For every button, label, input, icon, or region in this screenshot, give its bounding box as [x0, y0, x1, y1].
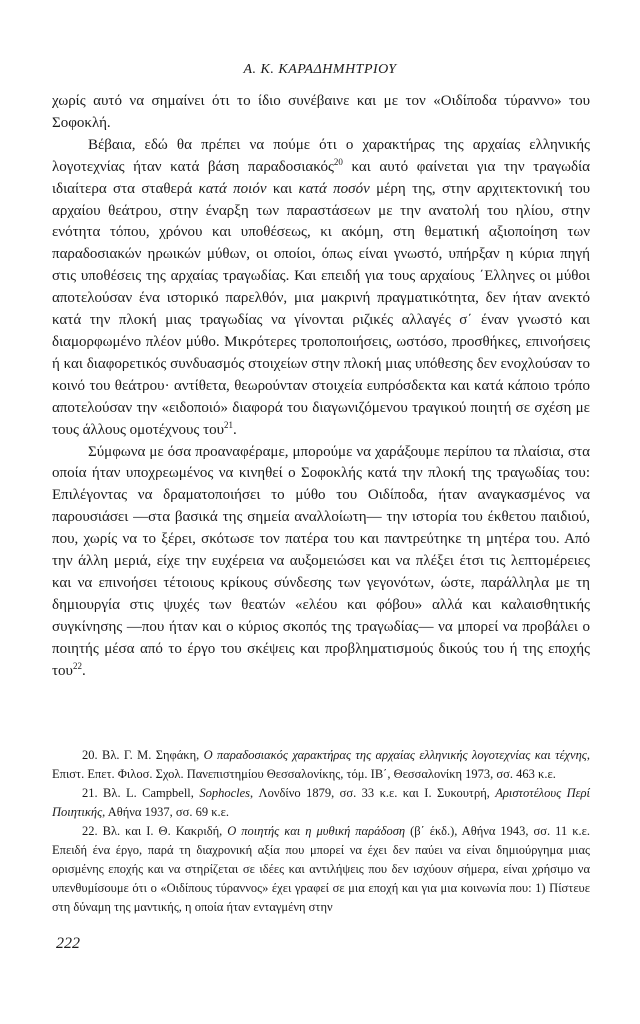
footnote-21-title-2: Αριστοτέλους Περί Ποιητικής — [52, 786, 590, 819]
footnote-22-text-a: 22. Βλ. και Ι. Θ. Κακριδή, — [82, 824, 228, 838]
footnote-20-text-b: , Επιστ. Επετ. Φιλοσ. Σχολ. Πανεπιστημίου Θεσσαλονίκης, τόμ. ΙΒ΄, Θεσσαλονίκη 1973, σσ. 463 κ.ε. — [52, 748, 590, 781]
paragraph-2-text-b: και αυτό φαίνεται για την τραγωδία ιδιαίτερα στα σταθερά — [52, 158, 591, 197]
paragraph-2 — [52, 135, 590, 442]
footnote-ref-21: 21 — [224, 419, 234, 430]
paragraph-3-text-a: Σύμφωνα με όσα προαναφέραμε, μπορούμε να χαράξουμε περίπου τα πλαίσια, στα οποία ήταν υποχρεωμένος να κινηθεί ο Σοφοκλής κατά την πλοκή της τραγωδίας του: Επιλέγοντας να δραματοποιήσει το μύθο του Οιδίποδα, ήταν αναγκασμένος να παρουσιάσει —στα βασικά της σημεία αναλλοίωτη— την ιστορία του έκθετου παιδιού, που, χωρίς να το ξέρει, σκότωσε τον πατέρα του και παντρεύτηκε τη μητέρα του. Από την άλλη μεριά, είχε την ευχέρεια να αυξομειώσει και να πλέξει έτσι τις λεπτομέρειες και να επινοήσει τέτοιους κρίκους σύνδεσης των γεγονότων, ώστε, παράλληλα με τη δημιουργία στις ψυχές των θεατών «ελέου και φόβου» αλλά και καλαισθητικής συγκίνησης —που ήταν και ο κύριος σκοπός της τραγωδίας— να μπορεί να προβάλει ο ποιητής μέσα από το έργο του σκέψεις και προβληματισμούς δικούς του ή της εποχής του — [52, 443, 590, 679]
footnote-21-title-1: Sophocles — [199, 786, 250, 800]
footnote-ref-22: 22 — [72, 660, 82, 671]
emphasis-kata-poson: κατά ποσόν — [298, 180, 370, 197]
paragraph-3 — [52, 442, 590, 683]
footnote-20-text-a: 20. Βλ. Γ. Μ. Σηφάκη, — [82, 748, 204, 762]
footnote-22-title: Ο ποιητής και η μυθική παράδοση — [227, 824, 406, 838]
page-number: 222 — [56, 935, 80, 952]
footnote-21 — [52, 784, 590, 822]
footnote-21-text-a: 21. Βλ. L. Campbell, — [82, 786, 200, 800]
main-text — [52, 91, 590, 682]
running-head: Α. Κ. ΚΑΡΑΔΗΜΗΤΡΙΟΥ — [243, 62, 397, 77]
footnote-22 — [52, 822, 590, 917]
footnote-20-title: Ο παραδοσιακός χαρακτήρας της αρχαίας ελληνικής λογοτεχνίας και τέχνης — [203, 748, 587, 762]
footnote-22-text-b: (β΄ έκδ.), Αθήνα 1943, σσ. 11 κ.ε. Επειδή ένα έργο, παρά τη διαχρονική αξία που μπορεί να έχει δεν παύει να είναι δημιούργημα μιας ορισμένης εποχής και να στηρίζεται σε ιδέες και αντιλήψεις που δεν ισχύουν σήμερα, είναι χρήσιμο να υπενθυμίσουμε ότι ο «Οιδίπους τύραννος» έχει γραφεί σε μια εποχή και για μια κοινωνία που: 1) Πίστευε στη δύναμη της μαντικής, η οποία ήταν ενταγμένη στην — [52, 824, 590, 914]
paragraph-2-text-e: . — [233, 421, 237, 438]
paragraph-2-text-c: και — [266, 180, 299, 197]
paragraph-2-text-a: Βέβαια, εδώ θα πρέπει να πούμε ότι ο χαρακτήρας της αρχαίας ελληνικής λογοτεχνίας ήταν κατά βάση παραδοσιακός — [52, 136, 590, 175]
emphasis-kata-poion: κατά ποιόν — [198, 180, 267, 197]
footnote-21-text-c: , Αθήνα 1937, σσ. 69 κ.ε. — [102, 805, 230, 819]
footnote-ref-20: 20 — [333, 156, 343, 167]
paragraph-1: χωρίς αυτό να σημαίνει ότι το ίδιο συνέβαινε και με τον «Οιδίποδα τύραννο» του Σοφοκλή. — [52, 93, 590, 131]
footnote-21-text-b: , Λονδίνο 1879, σσ. 33 κ.ε. και Ι. Συκουτρή, — [250, 786, 496, 800]
paragraph-3-text-b: . — [81, 662, 86, 679]
footnote-20 — [52, 746, 590, 784]
footnotes — [52, 746, 590, 917]
paragraph-2-text-d: μέρη της, στην αρχιτεκτονική του αρχαίου θεάτρου, στην έναρξη των παραστάσεων με την ανατολή του ηλίου, στην ενότητα τόπου, χρόνου και υποθέσεως, κι ακόμη, στη θεματική αξιοποίηση των παραδοσιακών ηρωικών μύθων, οι οποίοι, όπως είναι γνωστό, υπήρξαν η κύρια πηγή στις υποθέσεις της αρχαίας τραγωδίας. Και επειδή για τους αρχαίους ΄Ελληνες οι μύθοι αποτελούσαν ένα ιστορικό παρελθόν, μια μακρινή πραγματικότητα, δεν ήταν ανεκτό κατά την πλοκή μιας τραγωδίας να γίνονται ριζικές αλλαγές σ΄ έναν γνωστό και διαμορφωμένο πλέον μύθο. Μικρότερες τροποποιήσεις, ωστόσο, προσθήκες, επινοήσεις ή και διαφορετικός συνδυασμός στοιχείων στην πλοκή μιας υπόθεσης δεν ενοχλούσαν το κοινό του θεάτρου· αντίθετα, θεωρούνταν στοιχεία ευπρόσδεκτα και κατά κάποιο τρόπο αποτελούσαν την «ειδοποιό» διαφορά του διαγωνιζόμενου τραγικού ποιητή σε σχέση με τους άλλους ομοτέχνους του — [52, 180, 591, 438]
